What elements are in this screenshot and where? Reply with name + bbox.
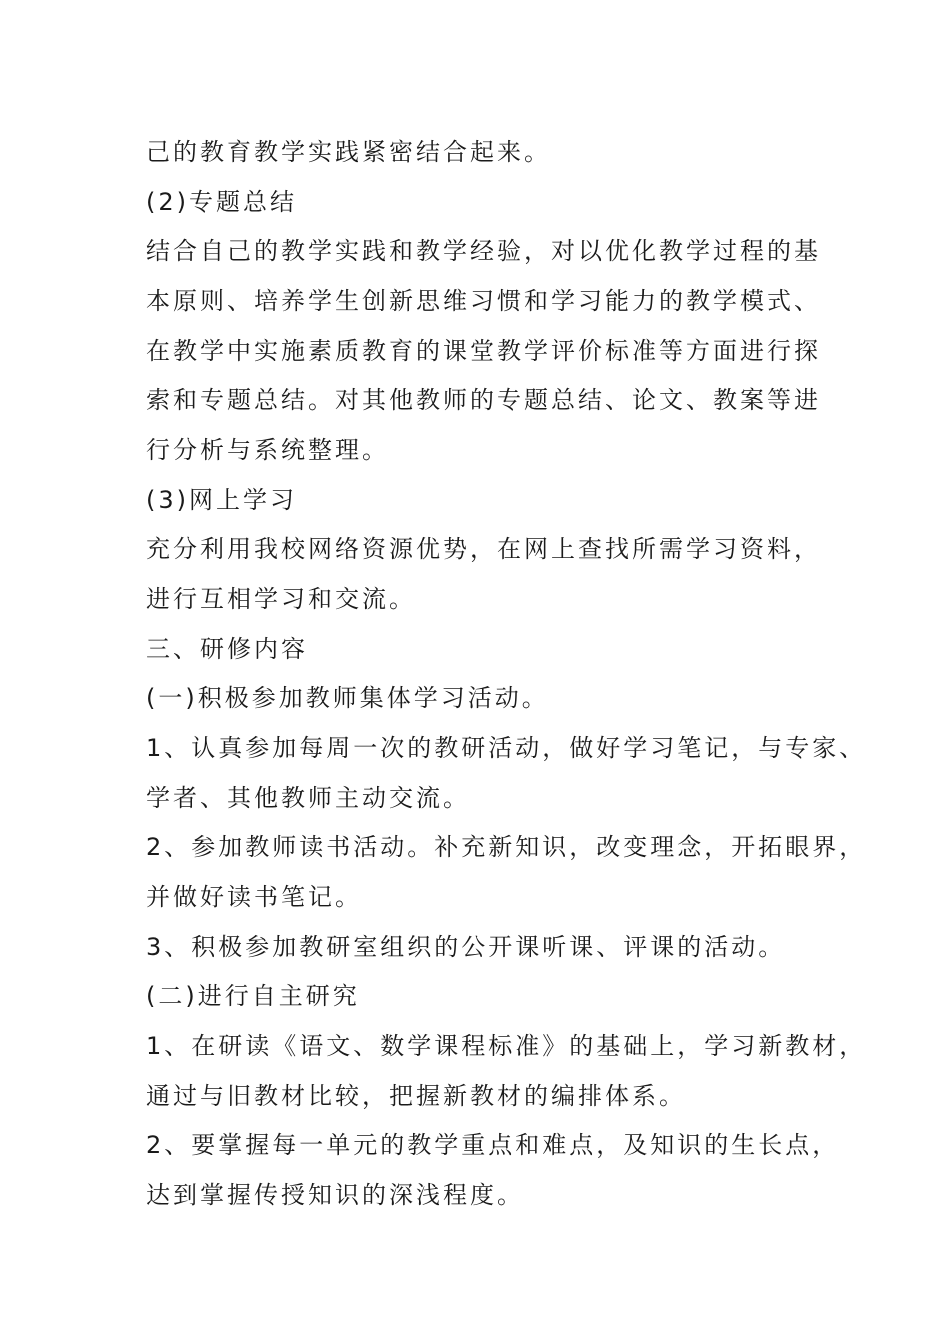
text-line: 2、参加教师读书活动。补充新知识，改变理念，开拓眼界， <box>146 833 867 861</box>
subsection-heading: (一)积极参加教师集体学习活动。 <box>146 684 549 712</box>
text-line: 行分析与系统整理。 <box>146 436 389 464</box>
text-line: 2、要掌握每一单元的教学重点和难点，及知识的生长点， <box>146 1131 840 1159</box>
subsection-heading: (3)网上学习 <box>146 486 297 514</box>
text-line: 充分利用我校网络资源优势，在网上查找所需学习资料， <box>146 535 821 563</box>
text-line: 索和专题总结。对其他教师的专题总结、论文、教案等进 <box>146 386 821 414</box>
text-line: 并做好读书笔记。 <box>146 883 362 911</box>
text-line: 进行互相学习和交流。 <box>146 585 416 613</box>
subsection-heading: (2)专题总结 <box>146 188 297 216</box>
subsection-heading: (二)进行自主研究 <box>146 982 360 1010</box>
text-line: 本原则、培养学生创新思维习惯和学习能力的教学模式、 <box>146 287 821 315</box>
text-line: 己的教育教学实践紧密结合起来。 <box>146 138 551 166</box>
text-line: 3、积极参加教研室组织的公开课听课、评课的活动。 <box>146 933 786 961</box>
text-line: 结合自己的教学实践和教学经验，对以优化教学过程的基 <box>146 237 821 265</box>
text-line: 1、认真参加每周一次的教研活动，做好学习笔记，与专家、 <box>146 734 867 762</box>
text-line: 通过与旧教材比较，把握新教材的编排体系。 <box>146 1082 686 1110</box>
section-heading: 三、研修内容 <box>146 635 308 663</box>
text-line: 1、在研读《语文、数学课程标准》的基础上，学习新教材， <box>146 1032 867 1060</box>
text-line: 达到掌握传授知识的深浅程度。 <box>146 1181 524 1209</box>
text-line: 学者、其他教师主动交流。 <box>146 784 470 812</box>
text-line: 在教学中实施素质教育的课堂教学评价标准等方面进行探 <box>146 337 821 365</box>
